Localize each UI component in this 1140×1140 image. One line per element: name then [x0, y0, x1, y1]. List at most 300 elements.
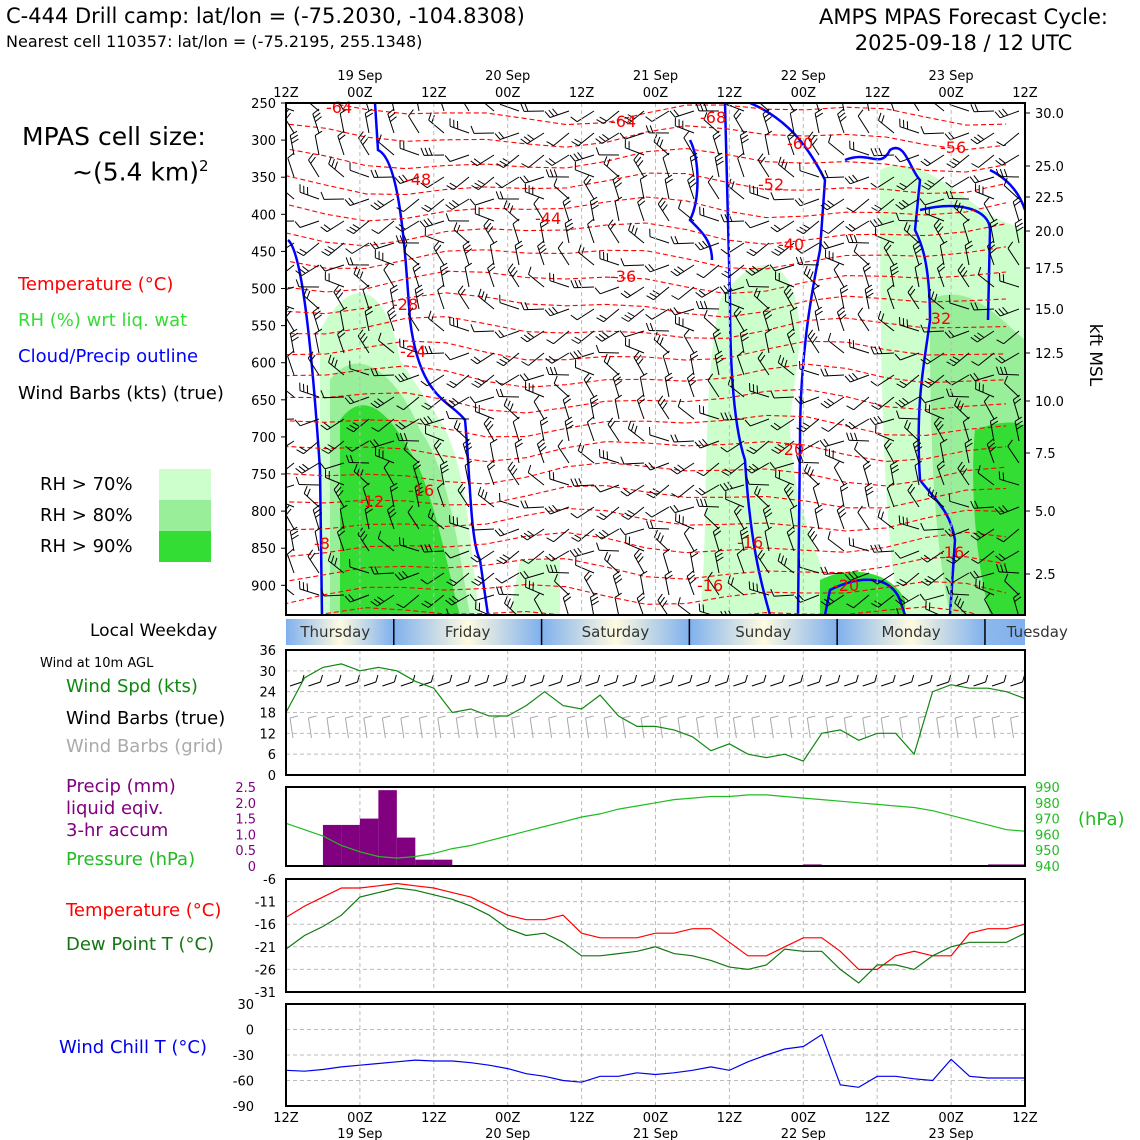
wind-barb-1666 [646, 512, 652, 517]
kft-label-7: 10.0 [1035, 395, 1064, 410]
wind-barb-192 [363, 138, 368, 144]
wind-barb-742 [465, 267, 469, 287]
wind-barb-1647 [500, 501, 519, 507]
wind-barb-786 [810, 272, 813, 279]
wind-barb-1775 [816, 509, 823, 513]
weekday-label-1: Friday [444, 623, 491, 641]
wind-barb-1983 [300, 589, 319, 595]
wind-barb-1931 [634, 556, 644, 574]
wind-barb-1618 [999, 471, 1000, 479]
precip-ytick-2: 1.5 [235, 812, 256, 828]
wind-barb-416 [732, 181, 735, 189]
wind-barb-1081 [288, 351, 294, 356]
wind-barb-482 [534, 198, 539, 204]
wind-barb-230 [684, 132, 689, 138]
pressure-label-3: 400 [251, 208, 276, 224]
wind-barb-756 [574, 287, 594, 288]
wind-barb-125 [547, 142, 554, 146]
temp-ytick-2: -16 [254, 918, 276, 934]
wind-barb-424 [795, 200, 800, 206]
wind-barb-120 [527, 133, 544, 144]
wind-barb-1115 [554, 367, 557, 375]
wind-barb-1419 [847, 433, 850, 441]
wind-barb-1172 [282, 379, 285, 387]
wind-barb-83 [974, 111, 994, 112]
weekday-label-2: Saturday [581, 623, 650, 641]
wind-barb-111 [450, 126, 469, 133]
legend-wind-speed: Wind Spd (kts) [66, 676, 198, 697]
wind-barb-45 [652, 111, 669, 122]
windchill-ytick-3: -60 [232, 1074, 254, 1090]
wind-barb-766 [647, 296, 654, 300]
wind-barb-1594 [805, 464, 808, 471]
wind-barb-359 [1004, 169, 1007, 177]
wind-barb-524 [874, 219, 879, 225]
kft-label-0: 30.0 [1035, 107, 1064, 122]
wind-barb-1473 [540, 447, 546, 452]
wind-barb-2071 [271, 611, 274, 618]
wind-barb-1850 [684, 527, 689, 533]
wind-barb-2072 [275, 611, 278, 618]
wind-barb-1829 [500, 557, 507, 561]
cell-size-value: ~(5.4 km) [72, 157, 199, 187]
wind-barb-542 [304, 243, 320, 256]
wind-barb-2065 [976, 579, 977, 587]
wind-barb-1601 [865, 465, 871, 470]
wind-barb-1754 [620, 528, 625, 534]
wind-barb-1112 [549, 375, 569, 376]
wind-barb-932 [524, 335, 530, 340]
wind-barb-1151 [853, 373, 858, 379]
wind-barb-303 [546, 169, 549, 177]
wind-barb-2113 [637, 593, 643, 598]
wind-barb-509 [745, 222, 750, 228]
wind-barb-552 [370, 243, 375, 249]
wind-10m-title: Wind at 10m AGL [40, 656, 154, 671]
wind-barb-174 [977, 133, 994, 144]
temp-label-11: -28 [392, 295, 419, 314]
wind-barb-1664 [628, 510, 635, 514]
temp-ytick-4: -26 [254, 963, 276, 979]
wind-barb-1101 [447, 384, 454, 388]
wind-barb-384 [452, 200, 458, 205]
wind-barb-1194 [452, 398, 458, 403]
wind-barb-968 [839, 311, 845, 316]
wind-barb-316 [663, 153, 669, 158]
wind-barb-130 [596, 139, 602, 144]
wind-barb-1568 [575, 479, 578, 486]
wind-barb-1739 [499, 529, 504, 535]
wind-barb-13 [391, 91, 398, 95]
wind-barb-994 [315, 333, 319, 353]
wind-barb-238 [765, 135, 769, 155]
wind-barb-1025 [549, 356, 555, 361]
wind-barb-1620 [276, 500, 295, 508]
windchill-ytick-0: 30 [237, 998, 254, 1013]
wind-barb-27 [500, 104, 519, 111]
wind-barb-363 [300, 192, 319, 199]
wind-barb-953 [704, 310, 707, 317]
wind-barb-769 [678, 287, 694, 300]
wind-barb-563 [484, 226, 494, 243]
wind-barb-21 [459, 88, 464, 94]
wind-barb-286 [399, 176, 404, 182]
bottom-date-label-2: 21 Sep [632, 1127, 679, 1140]
wind-barb-772 [696, 292, 702, 297]
wind-barb-410 [689, 179, 695, 184]
wind-barb-313 [636, 157, 641, 163]
wind-barb-642 [375, 258, 394, 265]
wind-barb-490 [615, 201, 619, 221]
wind-barb-2067 [983, 582, 984, 590]
wind-barb-390 [525, 192, 544, 199]
wind-barb-1554 [487, 466, 494, 485]
wind-barb-182 [291, 135, 298, 139]
wind-barb-855 [652, 309, 669, 319]
wind-barb-841 [525, 302, 528, 309]
wind-barb-929 [499, 330, 504, 336]
wind-barb-1784 [881, 512, 883, 520]
wind-barb-741 [442, 271, 449, 275]
wind-barb-266 [972, 164, 979, 168]
wind-barb-381 [452, 199, 469, 210]
kft-label-10: 2.5 [1035, 568, 1056, 583]
wind-barb-1734 [457, 517, 458, 525]
wind-barb-744 [488, 268, 494, 287]
wind-barb-659 [516, 245, 523, 249]
wind-barb-1957 [825, 567, 828, 574]
wind-barb-778 [749, 287, 769, 288]
wind-barb-379 [422, 208, 429, 212]
wind-barb-674 [621, 258, 624, 265]
wind-barb-1600 [863, 461, 869, 466]
wind-barb-108 [429, 120, 444, 133]
cell-size-line1: MPAS cell size: [22, 122, 206, 151]
wind-barb-693 [799, 265, 819, 266]
wind-barb-1335 [878, 416, 883, 422]
wind-barb-1364 [399, 441, 419, 442]
wind-barb-1665 [652, 507, 669, 517]
wind-barb-66 [840, 87, 847, 91]
wind-barb-730 [354, 266, 357, 273]
top-time-label-5: 00Z [642, 86, 669, 101]
wind-barb-123 [528, 135, 534, 140]
wind-barb-1027 [570, 353, 575, 359]
wind-barb-1019 [500, 359, 507, 363]
bottom-time-label-0: 12Z [273, 1111, 299, 1126]
wind-barb-1929 [605, 552, 608, 559]
wind-barb-933 [528, 333, 534, 338]
wind-barb-1786 [899, 515, 900, 523]
wind-barb-695 [800, 257, 803, 265]
wind-barb-1262 [275, 412, 278, 419]
wind-barb-928 [495, 332, 500, 338]
wind-barb-1241 [847, 406, 854, 410]
pressure-label-5: 500 [251, 282, 276, 298]
top-time-label-4: 12Z [568, 86, 595, 101]
wind-barb-1118 [604, 362, 619, 376]
temp-label-3: -60 [787, 134, 814, 153]
wind-barb-1420 [851, 433, 854, 441]
wind-barb-632 [275, 271, 282, 275]
wind-barb-1913 [478, 573, 494, 586]
wind-barb-1755 [649, 528, 669, 529]
wind-barb-1416 [820, 440, 825, 446]
wind-barb-293 [478, 177, 494, 190]
legend-wind: Wind Barbs (kts) (true) [18, 383, 224, 404]
wind-barb-1579 [678, 485, 694, 498]
wind-barb-117 [500, 133, 519, 140]
wind-barb-2108 [591, 597, 598, 601]
wind-barb-403 [640, 179, 644, 199]
wind-barb-1418 [849, 440, 869, 441]
pressure-ytick-2: 970 [1035, 812, 1060, 828]
pressure-label-7: 600 [251, 356, 276, 372]
temp-ytick-0: -6 [263, 873, 276, 888]
wind-barb-1576 [647, 494, 654, 498]
wind-barb-1939 [691, 553, 698, 557]
wind-barb-1328 [822, 427, 829, 431]
wind-barb-282 [371, 170, 374, 178]
wind-barb-1384 [566, 421, 573, 425]
wind-barb-1737 [500, 529, 519, 536]
wind-barb-1652 [550, 507, 569, 514]
wind-barb-844 [549, 308, 554, 314]
wind-barb-1595 [807, 467, 810, 474]
wind-barb-978 [907, 319, 908, 327]
wind-barb-1658 [604, 507, 619, 520]
wind-barb-1869 [850, 545, 869, 551]
wind-barb-504 [724, 221, 744, 222]
temp-label-15: -16 [938, 543, 965, 562]
wind-barb-129 [602, 133, 619, 144]
wind-barb-57 [754, 90, 757, 97]
wind-barb-23 [479, 98, 494, 111]
wind-barb-1690 [866, 487, 873, 491]
wind-barb-835 [482, 291, 485, 299]
wind-barb-1748 [575, 535, 582, 539]
wind-barb-567 [513, 224, 519, 243]
wind-barb-539 [1014, 201, 1020, 206]
top-time-label-10: 12Z [1012, 86, 1038, 101]
wind-barb-725 [296, 279, 299, 287]
wind-barb-845 [553, 307, 558, 313]
wind-barb-758 [575, 280, 578, 287]
wind-barb-1390 [610, 421, 615, 428]
wind-barb-237 [742, 139, 749, 143]
wind-barb-839 [524, 309, 544, 310]
wind-barb-921 [450, 325, 469, 331]
wind-barb-1008 [424, 353, 444, 354]
legend-rh70: RH > 70% [40, 474, 133, 495]
wind-barb-1055 [810, 333, 815, 340]
wind-barb-1596 [810, 469, 813, 476]
wind-barb-631 [272, 274, 279, 278]
wind-barb-2040 [757, 584, 758, 592]
wind-barb-862 [700, 301, 703, 309]
wind-barb-589 [675, 236, 678, 243]
temp-ytick-3: -21 [254, 940, 276, 956]
wind-barb-11 [390, 91, 394, 111]
wind-barb-649 [434, 242, 439, 248]
wind-barb-145 [734, 110, 739, 116]
wind-barb-1503 [799, 462, 819, 463]
bottom-time-label-6: 12Z [716, 1111, 743, 1126]
wind-barb-737 [414, 267, 420, 272]
legend-rh80: RH > 80% [40, 505, 133, 526]
wind-barb-457 [321, 227, 327, 232]
wind-barb-107 [409, 110, 414, 116]
wind-barb-860 [699, 309, 719, 310]
wind-barb-1533 [278, 482, 283, 488]
temp-label-2: -68 [700, 108, 727, 127]
wind-barb-818 [338, 292, 343, 298]
wind-barb-382 [446, 205, 452, 210]
wind-barb-12 [390, 87, 397, 91]
wind-barb-6 [334, 88, 339, 94]
wind-barb-455 [295, 221, 300, 227]
wind-barb-30 [521, 104, 524, 112]
wind-barb-1302 [637, 400, 644, 419]
wind-barb-87 [995, 112, 1000, 118]
wind-barb-993 [292, 337, 299, 341]
wind-barb-1932 [634, 549, 639, 555]
wind-barb-116 [471, 126, 474, 133]
wind-barb-930 [527, 331, 544, 342]
wind-barb-1530 [275, 485, 294, 491]
wind-barb-583 [632, 225, 635, 233]
wind-barb-1672 [701, 499, 704, 507]
wind-barb-1371 [454, 420, 457, 427]
top-date-label-4: 23 Sep [928, 69, 974, 84]
wind-barb-1778 [839, 509, 845, 514]
wind-barb-1376 [488, 424, 493, 430]
bottom-date-label-0: 19 Sep [337, 1127, 383, 1140]
wind-barb-202 [450, 155, 469, 162]
pressure-label-8: 650 [251, 393, 276, 409]
wind-barb-1848 [660, 535, 663, 542]
wind-barb-232 [713, 131, 719, 136]
wind-barb-863 [704, 301, 707, 309]
wind-barb-1399 [675, 435, 678, 442]
wind-barb-519 [852, 221, 869, 231]
wind-barb-1056 [812, 337, 817, 344]
wind-barb-677 [649, 264, 654, 270]
precip-label-2: liquid eqiv. [66, 798, 164, 819]
bottom-date-label-1: 20 Sep [485, 1127, 531, 1140]
wind-barb-1573 [621, 491, 628, 496]
kft-label-4: 17.5 [1035, 262, 1064, 277]
wind-barb-362 [282, 181, 285, 189]
wind-barb-271 [288, 153, 294, 158]
wind-barb-273 [309, 154, 314, 160]
wind-barb-201 [429, 148, 432, 155]
wind-barb-1781 [858, 506, 863, 513]
wind-barb-1212 [616, 381, 622, 386]
wind-barb-1691 [867, 491, 874, 495]
wind-barb-653 [464, 245, 470, 250]
wind-barb-375 [378, 201, 384, 206]
wind-barb-1483 [624, 463, 644, 464]
wind-barb-262 [947, 164, 954, 168]
wind-barb-1123 [636, 355, 641, 361]
wind-barb-407 [666, 179, 673, 183]
cross-section-layer [270, 87, 1025, 630]
wind-barb-300 [520, 177, 525, 183]
wind-barb-22 [461, 91, 466, 97]
wind-barb-1110 [520, 375, 525, 381]
weekday-label-4: Monday [881, 623, 941, 641]
legend-wind-barbs-true: Wind Barbs (true) [66, 708, 226, 729]
wind-barb-1196 [470, 397, 475, 403]
wind-barb-1841 [597, 543, 600, 551]
wind-barb-650 [436, 245, 441, 251]
wind-barb-588 [671, 236, 674, 243]
wind-barb-660 [538, 246, 544, 265]
wind-barb-1150 [849, 375, 854, 381]
wind-barb-1802 [291, 531, 298, 535]
wind-barb-2029 [687, 571, 693, 576]
wind-barb-747 [508, 270, 519, 287]
wind-barb-207 [504, 155, 520, 168]
wind-barb-549 [352, 243, 369, 254]
wind-barb-587 [674, 243, 694, 244]
wind-barb-1310 [678, 399, 680, 407]
wind-barb-1928 [605, 559, 620, 573]
wind-barb-127 [572, 142, 579, 146]
wind-barb-385 [475, 199, 494, 205]
wind-barb-1752 [602, 530, 608, 535]
wind-barb-652 [463, 241, 469, 246]
wind-barb-309 [604, 156, 607, 163]
wind-barb-1145 [824, 375, 844, 376]
wind-barb-757 [571, 280, 574, 287]
wind-barb-1558 [508, 462, 513, 469]
bottom-time-label-3: 00Z [494, 1111, 521, 1126]
kft-label-6: 12.5 [1035, 347, 1064, 362]
wind-barb-175 [971, 139, 977, 144]
wind-barb-211 [528, 155, 544, 168]
wind-barb-1623 [304, 486, 307, 493]
wind-barb-1230 [757, 385, 758, 393]
wind-barb-1417 [824, 439, 829, 445]
wind-barb-269 [999, 158, 1005, 163]
wind-barb-374 [374, 203, 380, 208]
wind-barb-444 [976, 192, 995, 200]
wind-barb-1305 [658, 402, 669, 419]
wind-barb-848 [604, 309, 620, 322]
wind-barb-169 [924, 133, 944, 134]
wind-barb-2030 [689, 575, 695, 580]
wind-barb-1619 [1003, 473, 1004, 481]
wind-barb-820 [363, 285, 369, 290]
wind-barb-546 [322, 252, 329, 256]
wind-barb-264 [953, 159, 960, 163]
wind-barb-162 [879, 120, 895, 133]
wind-barb-292 [450, 183, 457, 187]
wind-barb-1756 [647, 521, 650, 529]
rh-region-3 [700, 265, 840, 615]
wind-barb-1583 [699, 488, 705, 493]
top-time-label-7: 00Z [790, 86, 817, 101]
wind-barb-1031 [596, 345, 599, 353]
wind-barb-508 [750, 221, 769, 228]
wind-barb-1017 [504, 353, 520, 366]
wind-barb-1735 [474, 529, 494, 530]
wind-barb-1469 [516, 443, 523, 447]
wind-barb-1375 [486, 421, 491, 427]
bottom-time-label-2: 12Z [421, 1111, 447, 1126]
